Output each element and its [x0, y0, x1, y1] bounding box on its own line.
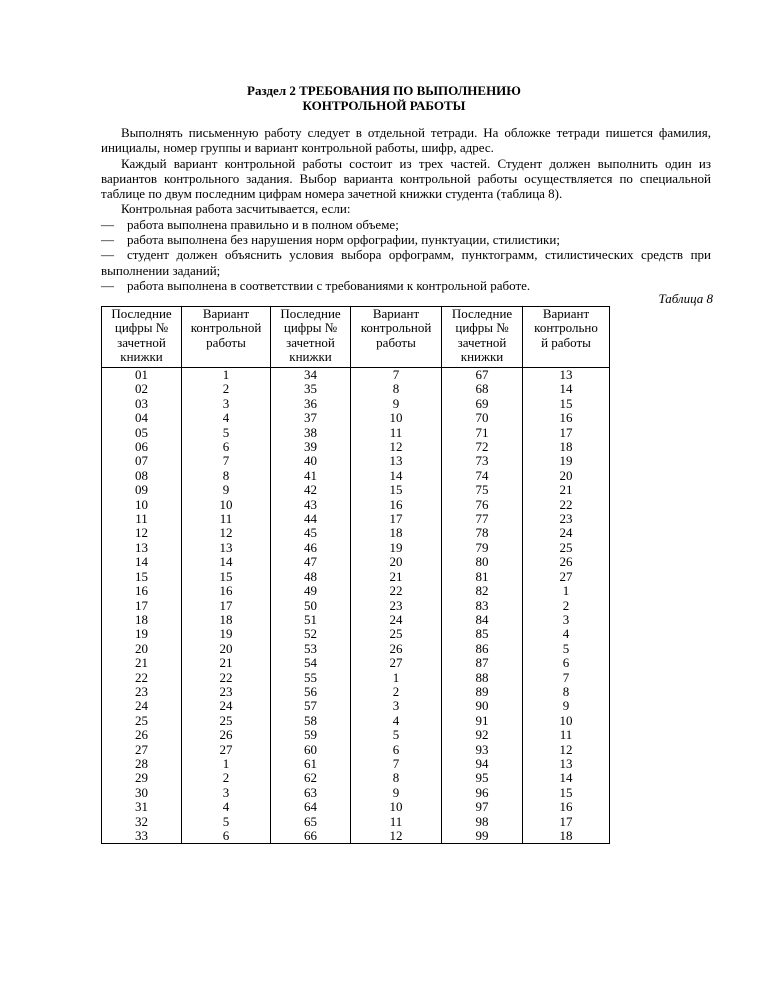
list-item	[101, 217, 711, 232]
header-line: контрольной	[190, 320, 262, 336]
table-cell: 6	[182, 829, 271, 844]
table-cell: 25	[523, 541, 610, 555]
table-cell: 56	[271, 685, 351, 699]
table-cell: 06	[102, 440, 182, 454]
table-cell: 99	[442, 829, 523, 844]
list-item-text: работа выполнена правильно и в полном объеме;	[127, 216, 399, 232]
table-cell: 53	[271, 642, 351, 656]
header-line: книжки	[120, 349, 163, 365]
paragraph-3: Контрольная работа засчитывается, если:	[121, 201, 351, 217]
table-cell: 74	[442, 469, 523, 483]
table-cell: 14	[102, 555, 182, 569]
table-cell: 23	[102, 685, 182, 699]
table-cell: 57	[271, 699, 351, 713]
table-cell: 7	[351, 757, 442, 771]
table-cell: 01	[102, 368, 182, 383]
table-cell: 82	[442, 584, 523, 598]
table-cell: 34	[271, 368, 351, 383]
table-cell: 50	[271, 599, 351, 613]
table-cell: 60	[271, 743, 351, 757]
table-cell: 24	[182, 699, 271, 713]
table-row	[102, 584, 610, 598]
header-line: книжки	[460, 349, 504, 365]
table-row	[102, 685, 610, 699]
table-row	[102, 815, 610, 829]
table-cell: 22	[523, 498, 610, 512]
table-cell: 21	[523, 483, 610, 497]
table-cell: 43	[271, 498, 351, 512]
table-cell: 24	[102, 699, 182, 713]
table-cell: 9	[523, 699, 610, 713]
table-cell: 13	[182, 541, 271, 555]
table-row	[102, 454, 610, 468]
table-cell: 27	[182, 743, 271, 757]
table-cell: 85	[442, 627, 523, 641]
table-caption: Таблица 8	[658, 291, 713, 306]
paragraph-1: Выполнять письменную работу следует в отдельной тетради. На обложке тетради пишется фамилия, инициалы, номер группы и вариант контрольной работы, шифр, адрес.	[101, 125, 711, 156]
table-cell: 26	[182, 728, 271, 742]
table-cell: 21	[182, 656, 271, 670]
table-cell: 68	[442, 382, 523, 396]
table-cell: 8	[523, 685, 610, 699]
table-cell: 48	[271, 570, 351, 584]
variant-table	[101, 306, 610, 844]
header-line: контрольной	[360, 320, 432, 336]
table-cell: 16	[523, 411, 610, 425]
table-row	[102, 642, 610, 656]
table-cell: 16	[102, 584, 182, 598]
table-cell: 5	[182, 815, 271, 829]
table-row	[102, 512, 610, 526]
table-cell: 4	[523, 627, 610, 641]
table-row	[102, 627, 610, 641]
header-line: зачетной	[286, 334, 335, 350]
table-cell: 4	[182, 800, 271, 814]
table-row	[102, 382, 610, 396]
table-cell: 79	[442, 541, 523, 555]
table-cell: 31	[102, 800, 182, 814]
table-cell: 22	[182, 671, 271, 685]
table-row	[102, 728, 610, 742]
table-cell: 40	[271, 454, 351, 468]
table-header-cell	[102, 307, 182, 368]
table-cell: 95	[442, 771, 523, 785]
table-cell: 18	[102, 613, 182, 627]
table-cell: 1	[523, 584, 610, 598]
header-line: Вариант	[202, 306, 250, 321]
header-line: книжки	[289, 349, 332, 365]
table-row	[102, 570, 610, 584]
table-cell: 19	[523, 454, 610, 468]
table-cell: 6	[523, 656, 610, 670]
table-cell: 11	[351, 426, 442, 440]
table-cell: 52	[271, 627, 351, 641]
table-row	[102, 714, 610, 728]
table-cell: 98	[442, 815, 523, 829]
table-cell: 23	[182, 685, 271, 699]
table-row	[102, 440, 610, 454]
table-cell: 8	[351, 771, 442, 785]
table-cell: 78	[442, 526, 523, 540]
table-cell: 14	[351, 469, 442, 483]
table-cell: 37	[271, 411, 351, 425]
table-cell: 9	[182, 483, 271, 497]
table-cell: 35	[271, 382, 351, 396]
header-line: Вариант	[372, 306, 420, 321]
table-cell: 88	[442, 671, 523, 685]
table-cell: 28	[102, 757, 182, 771]
requirements-list	[101, 217, 711, 293]
table-cell: 96	[442, 786, 523, 800]
list-item	[101, 232, 711, 247]
table-row	[102, 671, 610, 685]
dash-bullet: —	[101, 277, 114, 293]
table-cell: 17	[523, 815, 610, 829]
list-item	[101, 278, 711, 293]
table-row	[102, 699, 610, 713]
header-line: цифры №	[283, 320, 338, 336]
table-cell: 12	[102, 526, 182, 540]
table-cell: 3	[182, 786, 271, 800]
table-cell: 91	[442, 714, 523, 728]
table-row	[102, 771, 610, 785]
table-cell: 8	[182, 469, 271, 483]
table-row	[102, 599, 610, 613]
table-cell: 58	[271, 714, 351, 728]
table-cell: 27	[351, 656, 442, 670]
table-cell: 7	[351, 368, 442, 383]
header-line: Последние	[451, 306, 513, 321]
table-cell: 05	[102, 426, 182, 440]
table-cell: 71	[442, 426, 523, 440]
header-line: Вариант	[542, 306, 590, 321]
table-cell: 94	[442, 757, 523, 771]
table-cell: 21	[351, 570, 442, 584]
table-cell: 13	[523, 757, 610, 771]
table-cell: 2	[351, 685, 442, 699]
table-cell: 92	[442, 728, 523, 742]
table-cell: 59	[271, 728, 351, 742]
table-cell: 1	[182, 368, 271, 383]
table-cell: 16	[523, 800, 610, 814]
table-cell: 12	[182, 526, 271, 540]
table-cell: 69	[442, 397, 523, 411]
table-cell: 42	[271, 483, 351, 497]
table-cell: 61	[271, 757, 351, 771]
table-cell: 89	[442, 685, 523, 699]
table-cell: 03	[102, 397, 182, 411]
table-cell: 12	[523, 743, 610, 757]
table-cell: 2	[182, 771, 271, 785]
table-cell: 6	[182, 440, 271, 454]
table-cell: 20	[523, 469, 610, 483]
table-cell: 5	[351, 728, 442, 742]
table-cell: 10	[351, 411, 442, 425]
header-line: Последние	[111, 306, 172, 321]
table-header-cell	[442, 307, 523, 368]
table-cell: 18	[523, 440, 610, 454]
table-cell: 18	[523, 829, 610, 844]
table-cell: 30	[102, 786, 182, 800]
table-cell: 9	[351, 397, 442, 411]
table-cell: 27	[102, 743, 182, 757]
table-cell: 39	[271, 440, 351, 454]
table-header-cell	[182, 307, 271, 368]
table-cell: 17	[182, 599, 271, 613]
table-cell: 16	[351, 498, 442, 512]
section-title-line-1: Раздел 2 ТРЕБОВАНИЯ ПО ВЫПОЛНЕНИЮ	[247, 83, 521, 98]
table-cell: 14	[523, 382, 610, 396]
table-cell: 12	[351, 440, 442, 454]
table-cell: 13	[351, 454, 442, 468]
table-cell: 44	[271, 512, 351, 526]
table-cell: 22	[102, 671, 182, 685]
table-cell: 67	[442, 368, 523, 383]
table-cell: 20	[182, 642, 271, 656]
table-cell: 26	[351, 642, 442, 656]
table-cell: 75	[442, 483, 523, 497]
table-cell: 10	[523, 714, 610, 728]
table-cell: 66	[271, 829, 351, 844]
table-cell: 36	[271, 397, 351, 411]
table-cell: 18	[182, 613, 271, 627]
table-cell: 45	[271, 526, 351, 540]
table-cell: 15	[182, 570, 271, 584]
table-cell: 15	[523, 786, 610, 800]
table-cell: 07	[102, 454, 182, 468]
table-cell: 14	[523, 771, 610, 785]
table-cell: 08	[102, 469, 182, 483]
table-cell: 77	[442, 512, 523, 526]
table-cell: 12	[351, 829, 442, 844]
table-cell: 62	[271, 771, 351, 785]
table-cell: 83	[442, 599, 523, 613]
header-line: работы	[206, 334, 246, 350]
table-cell: 29	[102, 771, 182, 785]
table-cell: 33	[102, 829, 182, 844]
header-line: й работы	[541, 334, 591, 350]
list-item-text: студент должен объяснить условия выбора орфограмм, пунктограмм, стилистических средств при выполнении заданий;	[101, 247, 711, 278]
table-cell: 38	[271, 426, 351, 440]
table-cell: 1	[182, 757, 271, 771]
dash-bullet: —	[101, 247, 114, 263]
table-cell: 17	[351, 512, 442, 526]
table-cell: 93	[442, 743, 523, 757]
table-cell: 76	[442, 498, 523, 512]
table-row	[102, 483, 610, 497]
table-cell: 3	[351, 699, 442, 713]
table-cell: 11	[523, 728, 610, 742]
table-cell: 25	[351, 627, 442, 641]
table-cell: 90	[442, 699, 523, 713]
table-cell: 2	[523, 599, 610, 613]
table-row	[102, 555, 610, 569]
table-cell: 1	[351, 671, 442, 685]
table-cell: 13	[102, 541, 182, 555]
table-cell: 10	[351, 800, 442, 814]
table-cell: 18	[351, 526, 442, 540]
list-item-text: работа выполнена в соответствии с требованиями к контрольной работе.	[127, 277, 531, 293]
table-cell: 63	[271, 786, 351, 800]
table-cell: 3	[182, 397, 271, 411]
header-line: зачетной	[117, 334, 166, 350]
table-cell: 49	[271, 584, 351, 598]
table-cell: 10	[102, 498, 182, 512]
table-row	[102, 541, 610, 555]
table-row	[102, 368, 610, 383]
table-row	[102, 498, 610, 512]
table-header-cell	[523, 307, 610, 368]
table-header-cell	[271, 307, 351, 368]
table-cell: 04	[102, 411, 182, 425]
table-cell: 9	[351, 786, 442, 800]
table-header-cell	[351, 307, 442, 368]
table-row	[102, 757, 610, 771]
table-cell: 11	[351, 815, 442, 829]
table-cell: 24	[523, 526, 610, 540]
table-cell: 81	[442, 570, 523, 584]
table-cell: 26	[102, 728, 182, 742]
table-cell: 7	[523, 671, 610, 685]
list-item-text: работа выполнена без нарушения норм орфографии, пунктуации, стилистики;	[127, 232, 560, 248]
table-row	[102, 786, 610, 800]
table-cell: 27	[523, 570, 610, 584]
header-line: Последние	[280, 306, 341, 321]
table-row	[102, 397, 610, 411]
table-row	[102, 829, 610, 844]
table-cell: 5	[182, 426, 271, 440]
table-cell: 32	[102, 815, 182, 829]
section-title-line-2: КОНТРОЛЬНОЙ РАБОТЫ	[302, 98, 466, 113]
paragraph-2: Каждый вариант контрольной работы состоит из трех частей. Студент должен выполнить один из вариантов контрольного задания. Выбор варианта контрольной работы осуществляется по специальной таблице по двум последним цифрам номера зачетной книжки студента (таблица 8).	[101, 155, 711, 202]
table-cell: 70	[442, 411, 523, 425]
table-cell: 8	[351, 382, 442, 396]
table-cell: 19	[351, 541, 442, 555]
table-cell: 72	[442, 440, 523, 454]
table-row	[102, 656, 610, 670]
table-cell: 97	[442, 800, 523, 814]
table-cell: 23	[351, 599, 442, 613]
dash-bullet: —	[101, 216, 114, 232]
table-cell: 3	[523, 613, 610, 627]
table-cell: 86	[442, 642, 523, 656]
table-cell: 17	[102, 599, 182, 613]
header-line: цифры №	[114, 320, 169, 336]
table-row	[102, 800, 610, 814]
header-line: работы	[376, 334, 416, 350]
header-line: зачетной	[457, 334, 507, 350]
table-cell: 15	[102, 570, 182, 584]
table-row	[102, 526, 610, 540]
table-cell: 73	[442, 454, 523, 468]
table-cell: 6	[351, 743, 442, 757]
table-cell: 5	[523, 642, 610, 656]
table-cell: 21	[102, 656, 182, 670]
table-row	[102, 743, 610, 757]
table-row	[102, 426, 610, 440]
table-cell: 14	[182, 555, 271, 569]
table-cell: 51	[271, 613, 351, 627]
table-cell: 25	[102, 714, 182, 728]
table-row	[102, 411, 610, 425]
table-cell: 46	[271, 541, 351, 555]
table-cell: 23	[523, 512, 610, 526]
header-line: цифры №	[455, 320, 509, 336]
table-cell: 47	[271, 555, 351, 569]
table-header-row	[102, 307, 610, 368]
section-title	[0, 83, 768, 113]
list-item	[101, 247, 711, 278]
table-cell: 20	[351, 555, 442, 569]
table-cell: 87	[442, 656, 523, 670]
table-cell: 24	[351, 613, 442, 627]
table-cell: 2	[182, 382, 271, 396]
table-cell: 54	[271, 656, 351, 670]
table-cell: 55	[271, 671, 351, 685]
dash-bullet: —	[101, 232, 114, 248]
table-cell: 80	[442, 555, 523, 569]
table-cell: 64	[271, 800, 351, 814]
table-cell: 10	[182, 498, 271, 512]
table-cell: 17	[523, 426, 610, 440]
table-cell: 13	[523, 368, 610, 383]
table-row	[102, 469, 610, 483]
table-cell: 09	[102, 483, 182, 497]
table-cell: 16	[182, 584, 271, 598]
table-cell: 02	[102, 382, 182, 396]
table-row	[102, 613, 610, 627]
table-cell: 84	[442, 613, 523, 627]
table-cell: 26	[523, 555, 610, 569]
header-line: контрольно	[534, 320, 598, 336]
table-cell: 22	[351, 584, 442, 598]
table-cell: 25	[182, 714, 271, 728]
table-cell: 4	[182, 411, 271, 425]
table-cell: 20	[102, 642, 182, 656]
table-cell: 65	[271, 815, 351, 829]
table-cell: 15	[351, 483, 442, 497]
table-cell: 11	[102, 512, 182, 526]
table-cell: 19	[182, 627, 271, 641]
table-cell: 15	[523, 397, 610, 411]
table-cell: 19	[102, 627, 182, 641]
table-cell: 7	[182, 454, 271, 468]
table-cell: 11	[182, 512, 271, 526]
table-cell: 4	[351, 714, 442, 728]
body-text	[101, 125, 711, 293]
table-cell: 41	[271, 469, 351, 483]
